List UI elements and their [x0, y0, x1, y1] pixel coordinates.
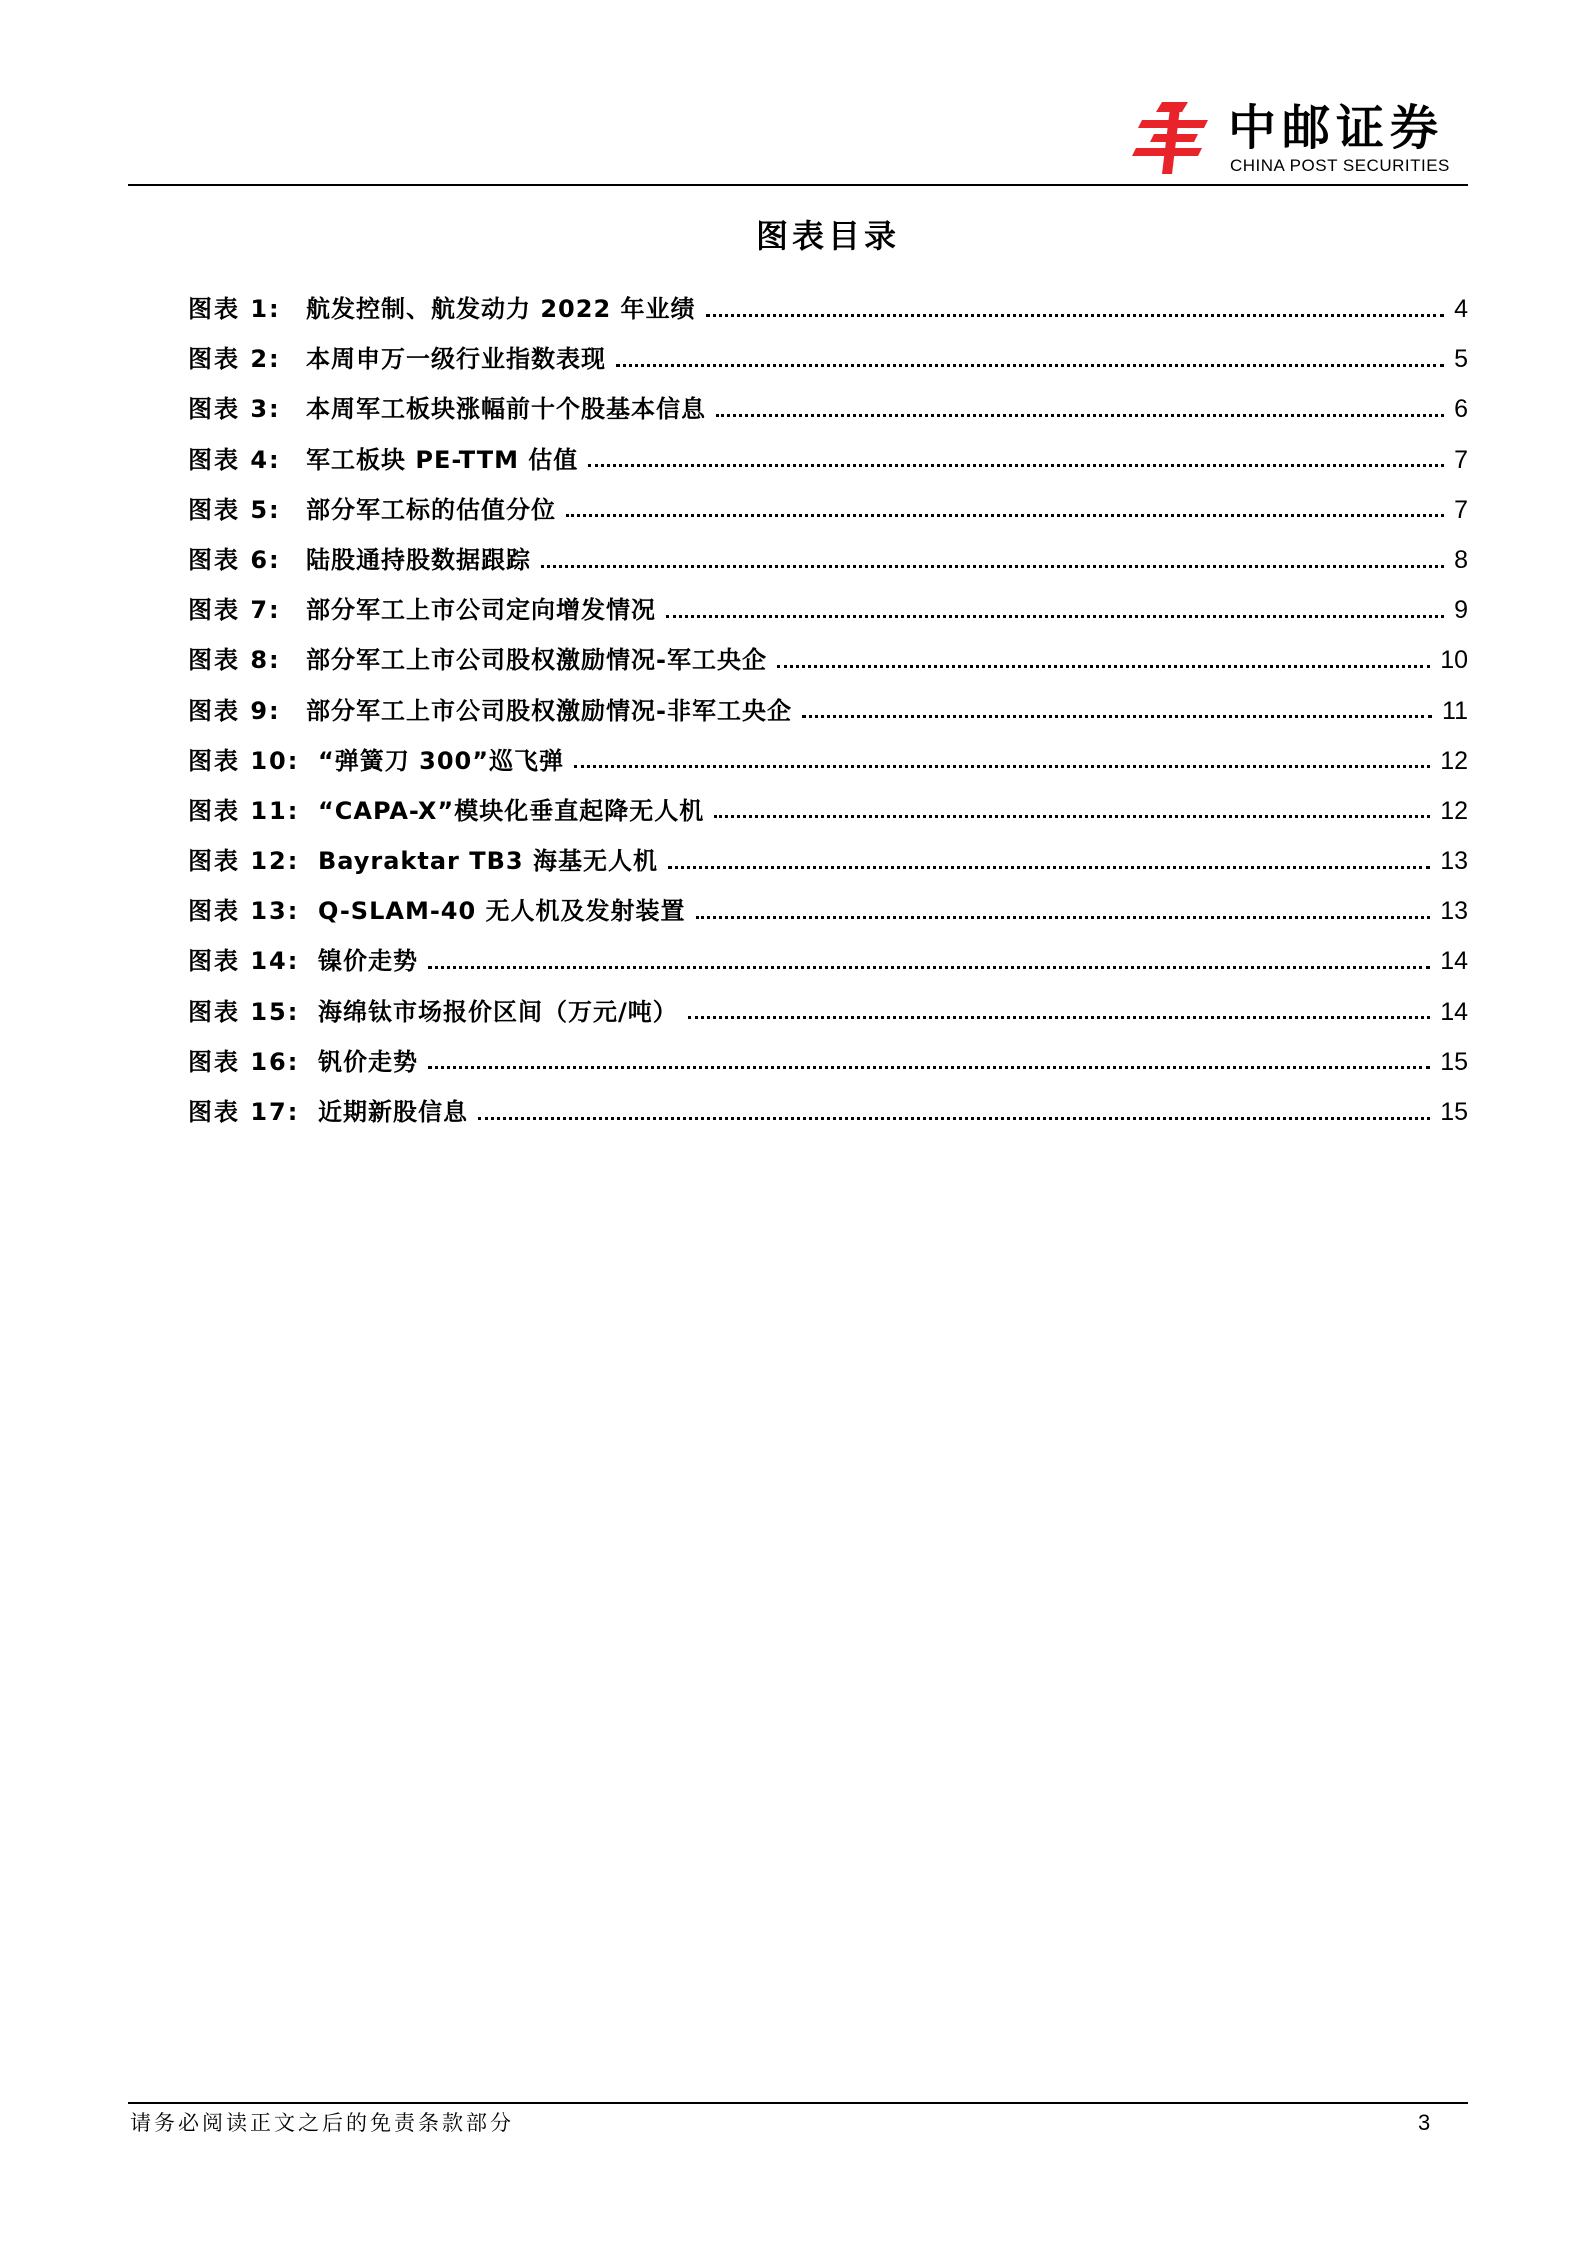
toc-entry-page: 10 [1440, 646, 1468, 675]
toc-entry[interactable] [188, 836, 1468, 886]
toc-entry-title: 海绵钛市场报价区间（万元/吨） [318, 997, 678, 1026]
toc-leader-dots [566, 514, 1444, 517]
toc-entry[interactable] [188, 334, 1468, 384]
toc-entry-label: 图表 4: [188, 445, 281, 474]
toc-entry-page: 4 [1454, 295, 1468, 323]
toc-entry[interactable] [188, 435, 1468, 485]
toc-leader-dots [688, 1016, 1430, 1019]
toc-entry-label: 图表 17: [188, 1098, 300, 1126]
toc-entry-label: 图表 13: [188, 897, 300, 926]
toc-entry-page: 13 [1440, 897, 1468, 926]
brand-name-cn: 中邮证券 [1228, 100, 1445, 156]
toc-leader-dots [802, 715, 1432, 718]
toc-leader-dots [714, 815, 1430, 818]
toc-entry-page: 15 [1440, 1098, 1468, 1126]
toc-entry-title: 镍价走势 [318, 947, 418, 976]
toc-leader-dots [541, 565, 1444, 568]
toc-entry-label: 图表 8: [188, 646, 281, 675]
toc-entry-label: 图表 12: [188, 847, 300, 876]
toc-entry[interactable] [188, 535, 1468, 585]
toc-leader-dots [777, 665, 1430, 668]
toc-entry-page: 9 [1454, 596, 1468, 625]
toc-leader-dots [428, 1066, 1430, 1069]
toc-leader-dots [574, 765, 1430, 768]
toc-entry-title: 军工板块 PE-TTM 估值 [306, 445, 579, 474]
toc-leader-dots [478, 1117, 1430, 1120]
toc-entry[interactable] [188, 987, 1468, 1037]
toc-entry[interactable] [188, 736, 1468, 786]
toc-title: 图表目录 [755, 217, 900, 255]
toc-leader-dots [716, 414, 1444, 417]
toc-entry-title: 部分军工上市公司定向增发情况 [306, 596, 656, 625]
toc-entry[interactable] [188, 686, 1468, 736]
toc-entry-page: 14 [1440, 947, 1468, 976]
toc-entry-label: 图表 7: [188, 596, 281, 625]
toc-entry-page: 6 [1454, 395, 1468, 424]
brand-name-en: CHINA POST SECURITIES [1230, 156, 1450, 175]
toc-leader-dots [588, 464, 1444, 467]
toc-leader-dots [706, 314, 1445, 317]
toc-entry[interactable] [188, 585, 1468, 635]
toc-entry[interactable] [188, 936, 1468, 986]
toc-entry-label: 图表 10: [188, 746, 300, 775]
toc-entry-title: 部分军工上市公司股权激励情况-军工央企 [306, 646, 767, 675]
toc-entry-label: 图表 9: [188, 696, 281, 725]
footer-page-number: 3 [1418, 2110, 1431, 2135]
toc-entry-title: 航发控制、航发动力 2022 年业绩 [306, 295, 696, 323]
toc-entry-page: 8 [1454, 545, 1468, 574]
toc-entry-title: 本周申万一级行业指数表现 [306, 345, 606, 374]
toc-leader-dots [696, 916, 1431, 919]
toc-entry[interactable] [188, 384, 1468, 434]
toc-entry-label: 图表 2: [188, 345, 281, 374]
toc-entry[interactable] [188, 635, 1468, 685]
toc-list [188, 284, 1468, 1137]
header-divider [128, 184, 1468, 186]
toc-entry-page: 11 [1442, 696, 1468, 725]
toc-entry-title: Bayraktar TB3 海基无人机 [318, 847, 658, 876]
toc-entry-title: 部分军工标的估值分位 [306, 495, 556, 524]
toc-entry-label: 图表 3: [188, 395, 281, 424]
toc-entry[interactable] [188, 886, 1468, 936]
toc-entry-page: 7 [1454, 445, 1468, 474]
toc-entry-label: 图表 16: [188, 1047, 300, 1076]
toc-entry-title: 本周军工板块涨幅前十个股基本信息 [306, 395, 706, 424]
toc-leader-dots [666, 615, 1444, 618]
toc-entry-page: 5 [1454, 345, 1468, 374]
toc-entry-page: 12 [1440, 746, 1468, 775]
toc-entry-label: 图表 11: [188, 796, 300, 825]
toc-entry[interactable] [188, 284, 1468, 334]
page-header [0, 0, 1586, 190]
toc-entry[interactable] [188, 485, 1468, 535]
toc-entry-page: 13 [1440, 847, 1468, 876]
toc-entry[interactable] [188, 786, 1468, 836]
toc-entry-title: 钒价走势 [318, 1047, 418, 1076]
toc-entry[interactable] [188, 1037, 1468, 1087]
toc-leader-dots [668, 866, 1430, 869]
toc-entry-label: 图表 14: [188, 947, 300, 976]
toc-leader-dots [616, 364, 1444, 367]
toc-entry-title: 近期新股信息 [318, 1098, 468, 1126]
footer-disclaimer: 请务必阅读正文之后的免责条款部分 [130, 2111, 514, 2135]
toc-entry-label: 图表 1: [188, 295, 281, 323]
toc-leader-dots [428, 966, 1430, 969]
toc-entry-title: Q-SLAM-40 无人机及发射装置 [318, 897, 686, 926]
toc-entry-label: 图表 6: [188, 545, 281, 574]
toc-entry-page: 14 [1440, 997, 1468, 1026]
toc-entry-label: 图表 15: [188, 997, 300, 1026]
toc-entry-page: 7 [1454, 495, 1468, 524]
toc-entry-title: 部分军工上市公司股权激励情况-非军工央企 [306, 696, 792, 725]
toc-entry-page: 15 [1440, 1047, 1468, 1076]
toc-entry-title: “弹簧刀 300”巡飞弹 [318, 746, 564, 775]
china-post-logo-icon [1132, 98, 1212, 176]
toc-entry-title: 陆股通持股数据跟踪 [306, 545, 531, 574]
toc-entry[interactable] [188, 1087, 1468, 1137]
toc-entry-label: 图表 5: [188, 495, 281, 524]
toc-entry-title: “CAPA-X”模块化垂直起降无人机 [318, 796, 705, 825]
footer-divider [128, 2102, 1468, 2104]
toc-entry-page: 12 [1440, 796, 1468, 825]
